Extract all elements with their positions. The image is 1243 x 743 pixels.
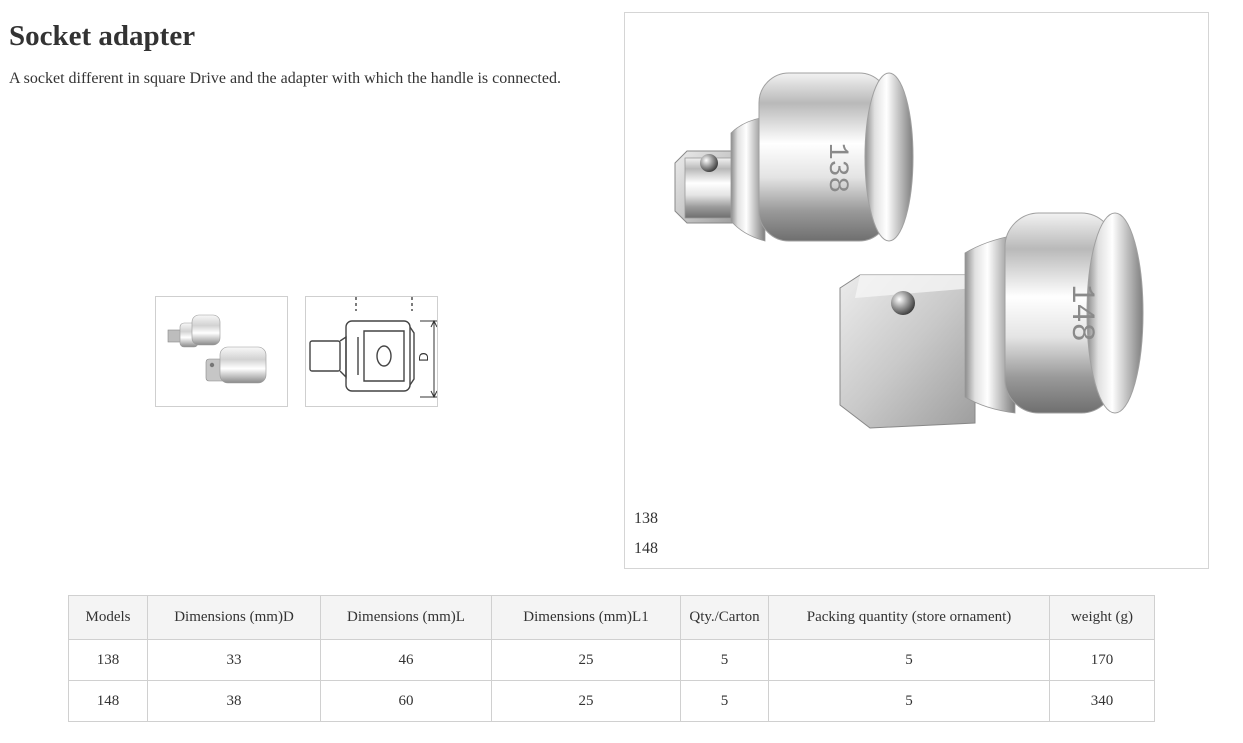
spec-table-header-row	[69, 596, 1155, 640]
main-product-image	[624, 12, 1209, 569]
cell-qty-carton: 5	[681, 681, 769, 722]
cell-packing-quantity: 5	[769, 640, 1050, 681]
adapter-148	[840, 213, 1143, 428]
col-header-packing-quantity: Packing quantity (store ornament)	[769, 596, 1050, 640]
cell-packing-quantity: 5	[769, 681, 1050, 722]
adapter-138	[675, 73, 913, 241]
cell-dimension-l: 46	[321, 640, 492, 681]
cell-dimension-l: 60	[321, 681, 492, 722]
col-header-dimension-l1: Dimensions (mm)L1	[492, 596, 681, 640]
cell-model: 148	[69, 681, 148, 722]
socket-adapter-main-image	[625, 13, 1208, 493]
table-row	[69, 681, 1155, 722]
engraving-148: 148	[1063, 284, 1100, 342]
cell-weight: 170	[1050, 640, 1155, 681]
cell-dimension-l1: 25	[492, 640, 681, 681]
model-label-138: 138	[634, 510, 658, 527]
model-label-148: 148	[634, 540, 658, 557]
cell-dimension-d: 38	[148, 681, 321, 722]
page-title: Socket adapter	[9, 20, 196, 52]
cell-weight: 340	[1050, 681, 1155, 722]
table-row	[69, 640, 1155, 681]
diagram-dimension-label: D	[416, 352, 431, 362]
col-header-weight: weight (g)	[1050, 596, 1155, 640]
product-description: A socket different in square Drive and the adapter with which the handle is connected.	[9, 70, 561, 87]
cell-dimension-l1: 25	[492, 681, 681, 722]
engraving-138: 138	[821, 142, 852, 194]
cell-qty-carton: 5	[681, 640, 769, 681]
col-header-dimension-d: Dimensions (mm)D	[148, 596, 321, 640]
cell-model: 138	[69, 640, 148, 681]
col-header-models: Models	[69, 596, 148, 640]
thumbnail-photo[interactable]	[155, 296, 288, 407]
thumbnail-diagram[interactable]	[305, 296, 438, 407]
cell-dimension-d: 33	[148, 640, 321, 681]
col-header-qty-carton: Qty./Carton	[681, 596, 769, 640]
socket-adapter-thumbnail-image	[156, 297, 287, 406]
socket-adapter-diagram-image	[306, 297, 437, 406]
spec-table	[68, 595, 1155, 722]
col-header-dimension-l: Dimensions (mm)L	[321, 596, 492, 640]
